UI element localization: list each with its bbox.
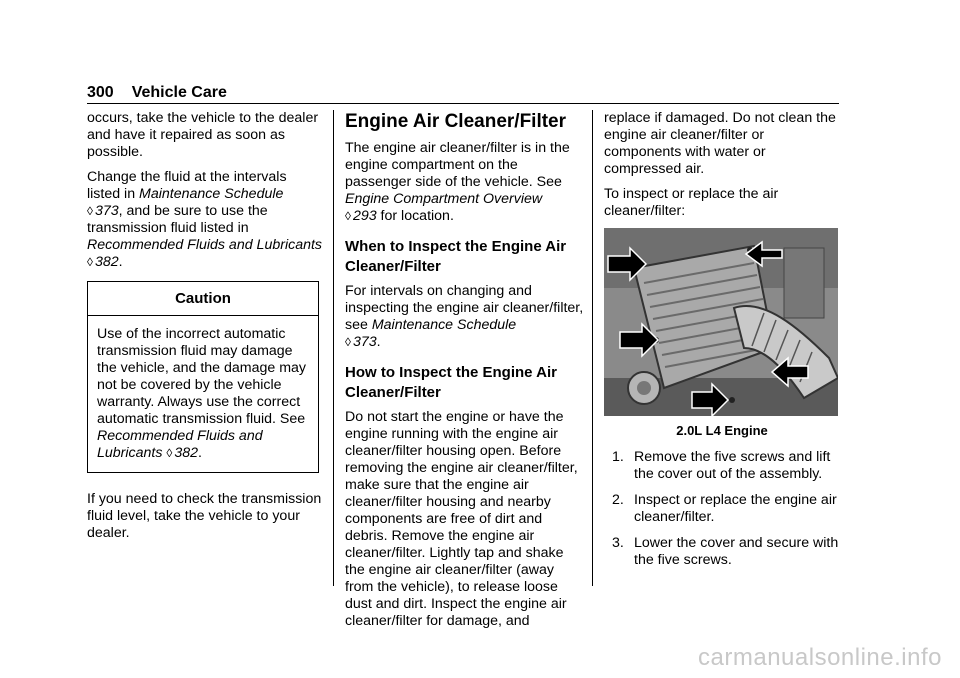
list-item: 2. Inspect or replace the engine air cleaner/filter. [612, 492, 837, 525]
page-number: 300 [87, 84, 114, 101]
cross-reference[interactable]: Maintenance Schedule [371, 317, 517, 333]
section-heading: Engine Air Cleaner/Filter [345, 111, 567, 132]
paragraph: Do not start the engine or have the engine running with the engine air cleaner/filter housing open. Before removing the engine air cleaner/filter, make sure that the engine air cleaner/filter housing and nearby components are free of dirt and debris. Remove the engine air cleaner/filter. Lightly tap and shake the engine air cleaner/filter (away from the vehicle), to release loose dust and dirt. Inspect the engine air cleaner/filter for damage, and [345, 409, 578, 629]
subheading: When to Inspect the Engine Air Cleaner/Filter [345, 238, 567, 275]
engine-air-cleaner-photo [604, 228, 838, 416]
reference-icon: ◊ [87, 255, 93, 269]
paragraph: For intervals on changing and inspecting the engine air cleaner/filter, see Maintenance Schedule ◊ 373. [345, 283, 584, 350]
reference-icon: ◊ [87, 204, 93, 218]
caution-title: Caution [88, 282, 318, 316]
paragraph: The engine air cleaner/filter is in the engine compartment on the passenger side of the vehicle. See Engine Compartment Overview ◊ 293 for location. [345, 140, 570, 224]
list-item: 1. Remove the five screws and lift the cover out of the assembly. [612, 449, 831, 482]
cross-reference[interactable]: Recommended Fluids and Lubricants [97, 428, 263, 461]
reference-icon: ◊ [345, 209, 351, 223]
caution-text: Use of the incorrect automatic transmission fluid may damage the vehicle, and the damage may not be covered by the vehicle warranty. Always use the correct automatic transmission fluid. See Recommended Fluids and Lubricants ◊ 382. [97, 326, 307, 461]
paragraph: If you need to check the transmission fluid level, take the vehicle to your dealer. [87, 491, 322, 541]
page-reference[interactable]: 373 [352, 334, 377, 350]
reference-icon: ◊ [166, 446, 173, 460]
paragraph: replace if damaged. Do not clean the engine air cleaner/filter or components with water or compressed air. [604, 110, 836, 177]
page-reference[interactable]: 373 [94, 203, 119, 219]
subheading: How to Inspect the Engine Air Cleaner/Filter [345, 364, 557, 401]
cross-reference[interactable]: Maintenance Schedule [139, 186, 284, 202]
cross-reference[interactable]: Recommended Fluids and Lubricants [87, 237, 323, 253]
caution-box [87, 281, 319, 473]
photo-caption: 2.0L L4 Engine [676, 423, 768, 438]
column-1 [87, 110, 323, 550]
reference-icon: ◊ [345, 335, 351, 349]
list-item: 3. Lower the cover and secure with the five screws. [612, 535, 839, 568]
steps-list [604, 449, 840, 569]
page-reference[interactable]: 293 [352, 208, 377, 224]
column-2 [345, 110, 585, 638]
page-reference[interactable]: 382 [174, 445, 199, 461]
paragraph: occurs, take the vehicle to the dealer and have it repaired as soon as possible. [87, 110, 319, 160]
engine-illustration [604, 228, 838, 416]
page-header [87, 84, 227, 102]
page-reference[interactable]: 382 [94, 254, 119, 270]
cross-reference[interactable]: Engine Compartment Overview [345, 191, 543, 207]
header-rule [87, 103, 839, 104]
watermark: carmanualsonline.info [698, 644, 942, 671]
paragraph: To inspect or replace the air cleaner/filter: [604, 186, 779, 219]
column-divider [592, 110, 593, 586]
paragraph: Change the fluid at the intervals listed in Maintenance Schedule ◊ 373, and be sure to use the transmission fluid listed in Recommended Fluids and Lubricants ◊ 382. [87, 169, 323, 270]
column-divider [333, 110, 334, 586]
column-3 [604, 110, 840, 578]
section-title: Vehicle Care [131, 84, 227, 101]
